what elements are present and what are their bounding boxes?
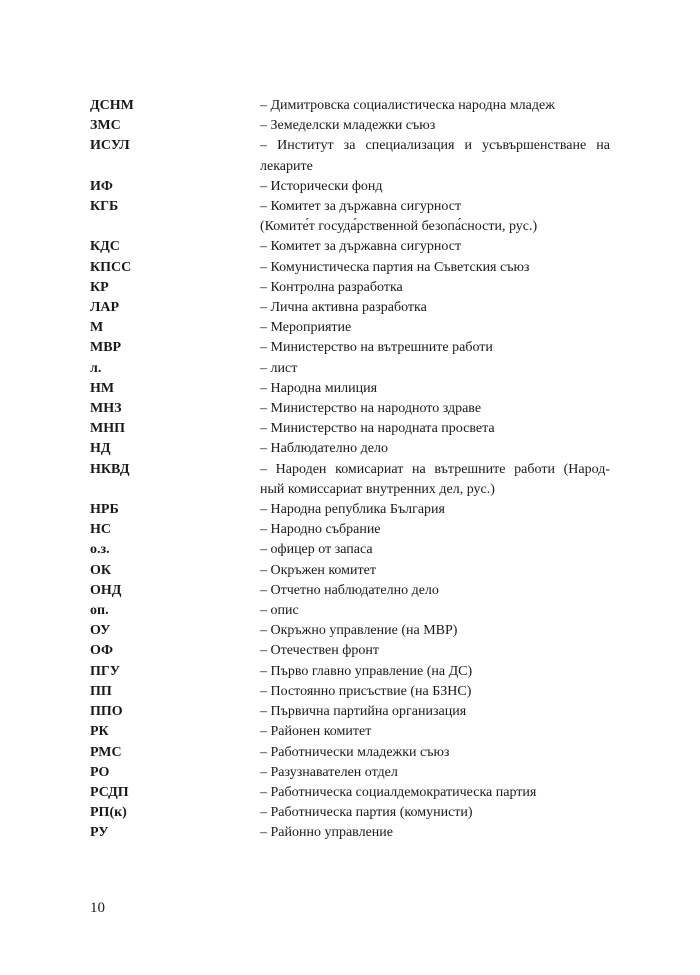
definition-line: – Мероприятие [260,320,352,336]
definition-line: – Първо главно управление (на ДС) [260,663,473,679]
abbreviation-term: НД [90,441,111,457]
abbreviation-definition [260,621,610,641]
definition-line: – Комунистическа партия на Съветския съюз [260,259,530,275]
abbreviation-term: ОУ [90,623,111,639]
abbreviation-definition [260,500,610,520]
abbreviation-definition [260,96,610,116]
abbreviation-term: РМС [90,744,122,760]
abbreviation-definition [260,561,610,581]
abbreviation-definition [260,743,610,763]
abbreviation-term: КДС [90,239,120,255]
abbreviation-term: М [90,320,104,336]
abbreviation-entry [90,197,610,237]
abbreviation-definition [260,803,610,823]
definition-line: – Районен комитет [260,724,372,740]
abbreviation-definition [260,682,610,702]
abbreviation-definition [260,662,610,682]
abbreviation-entry [90,318,610,338]
definition-line: – Народно събрание [260,522,381,538]
abbreviation-definition [260,641,610,661]
abbreviation-entry [90,641,610,661]
abbreviation-entry [90,379,610,399]
abbreviation-entry [90,278,610,298]
abbreviation-definition [260,116,610,136]
definition-line: – Народен комисариат на вътрешните работи (Народ- [260,461,610,477]
definition-line: – Отчетно наблюдателно дело [260,582,439,598]
abbreviation-entry [90,722,610,742]
abbreviation-entry [90,682,610,702]
abbreviation-entry [90,237,610,257]
abbreviation-entry [90,500,610,520]
abbreviation-term: КПСС [90,259,132,275]
abbreviation-entry [90,96,610,116]
abbreviation-term: оп. [90,603,109,619]
abbreviation-term: ЛАР [90,300,120,316]
abbreviation-definition [260,258,610,278]
definition-line: – Земеделски младежки съюз [260,118,436,134]
definition-line: – Народна република България [260,502,445,518]
abbreviation-entry [90,763,610,783]
abbreviation-definition [260,722,610,742]
abbreviation-term: о.з. [90,542,110,558]
definition-line: – опис [260,603,299,619]
abbreviation-entry [90,116,610,136]
definition-line: – Министерство на вътрешните работи [260,340,493,356]
abbreviation-definition [260,136,610,176]
abbreviation-definition [260,601,610,621]
abbreviation-entry [90,783,610,803]
abbreviation-definition [260,540,610,560]
abbreviation-entry [90,803,610,823]
definition-line: – Наблюдателно дело [260,441,388,457]
abbreviation-entry [90,298,610,318]
definition-line: – Окръжен комитет [260,562,376,578]
abbreviation-term: ППО [90,704,123,720]
definition-line: – Първична партийна организация [260,704,467,720]
abbreviation-term: МНЗ [90,401,122,417]
abbreviation-term: РСДП [90,784,129,800]
definition-line: – Министерство на народната просвета [260,421,495,437]
abbreviation-entry [90,823,610,843]
abbreviation-term: НКВД [90,461,130,477]
definition-line: – Работническа партия (комунисти) [260,805,473,821]
definition-line: – Постоянно присъствие (на БЗНС) [260,683,472,699]
abbreviation-definition [260,298,610,318]
abbreviation-definition [260,379,610,399]
abbreviation-term: РК [90,724,109,740]
abbreviation-entry [90,520,610,540]
abbreviation-entry [90,621,610,641]
page-number: 10 [90,900,105,916]
abbreviation-entry [90,702,610,722]
abbreviation-definition [260,823,610,843]
abbreviation-definition [260,197,610,237]
abbreviation-term: РО [90,764,110,780]
abbreviation-entry [90,399,610,419]
definition-line: – офицер от запаса [260,542,373,558]
definition-line: ный комиссариат внутренних дел, рус.) [260,481,495,497]
abbreviation-definition [260,338,610,358]
abbreviation-entry [90,136,610,176]
definition-line: – Исторически фонд [260,178,383,194]
abbreviation-term: ОНД [90,582,122,598]
definition-line: – Окръжно управление (на МВР) [260,623,458,639]
definition-line: – Институт за специализация и усъвършенстване на [260,138,610,154]
abbreviation-definition [260,419,610,439]
abbreviation-entry [90,258,610,278]
abbreviation-term: ИФ [90,178,113,194]
abbreviation-term: ПГУ [90,663,121,679]
definition-line: – лист [260,360,298,376]
abbreviation-term: КР [90,279,109,295]
abbreviation-term: РУ [90,825,109,841]
abbreviation-term: НМ [90,380,115,396]
abbreviation-definition [260,460,610,500]
definition-line: – Министерство на народното здраве [260,401,482,417]
definition-line: – Комитет за държавна сигурност [260,239,462,255]
abbreviation-definition [260,359,610,379]
abbreviation-entry [90,419,610,439]
abbreviation-entry [90,662,610,682]
abbreviation-term: НС [90,522,111,538]
definition-line: – Димитровска социалистическа народна младеж [260,98,555,113]
definition-line: – Лична активна разработка [260,300,427,316]
abbreviation-definition [260,399,610,419]
abbreviation-entry [90,540,610,560]
abbreviation-definition [260,783,610,803]
abbreviation-entry [90,338,610,358]
abbreviation-definition [260,439,610,459]
abbreviation-term: ОФ [90,643,114,659]
abbreviation-definition [260,702,610,722]
abbreviation-definition [260,581,610,601]
abbreviation-definition [260,177,610,197]
abbreviation-term: ДСНМ [90,98,134,113]
abbreviation-term: ИСУЛ [90,138,130,154]
abbreviation-term: НРБ [90,502,119,518]
abbreviation-entry [90,743,610,763]
abbreviation-definition [260,763,610,783]
abbreviation-entry [90,601,610,621]
abbreviation-term: ЗМС [90,118,121,134]
definition-line: – Отечествен фронт [260,643,379,659]
definition-line: – Комитет за държавна сигурност [260,199,462,215]
abbreviation-term: МНП [90,421,125,437]
abbreviation-term: ПП [90,683,112,699]
definition-line: – Контролна разработка [260,279,403,295]
abbreviation-term: л. [90,360,102,376]
abbreviation-list [90,96,610,844]
abbreviation-term: РП(к) [90,805,127,821]
abbreviation-entry [90,581,610,601]
abbreviation-entry [90,359,610,379]
definition-line: – Разузнавателен отдел [260,764,398,780]
definition-line: – Работнически младежки съюз [260,744,450,760]
abbreviation-definition [260,237,610,257]
abbreviation-term: МВР [90,340,122,356]
abbreviation-entry [90,561,610,581]
abbreviation-term: КГБ [90,199,119,215]
definition-line: – Районно управление [260,825,394,841]
definition-line: (Комите́т госуда́рственной безопа́сности, рус.) [260,219,538,235]
abbreviation-definition [260,520,610,540]
abbreviation-entry [90,177,610,197]
abbreviation-definition [260,318,610,338]
definition-line: – Работническа социалдемократическа партия [260,784,537,800]
abbreviation-entry [90,460,610,500]
definition-line: лекарите [260,158,313,174]
abbreviation-entry [90,439,610,459]
abbreviation-term: ОК [90,562,112,578]
definition-line: – Народна милиция [260,380,378,396]
abbreviation-definition [260,278,610,298]
